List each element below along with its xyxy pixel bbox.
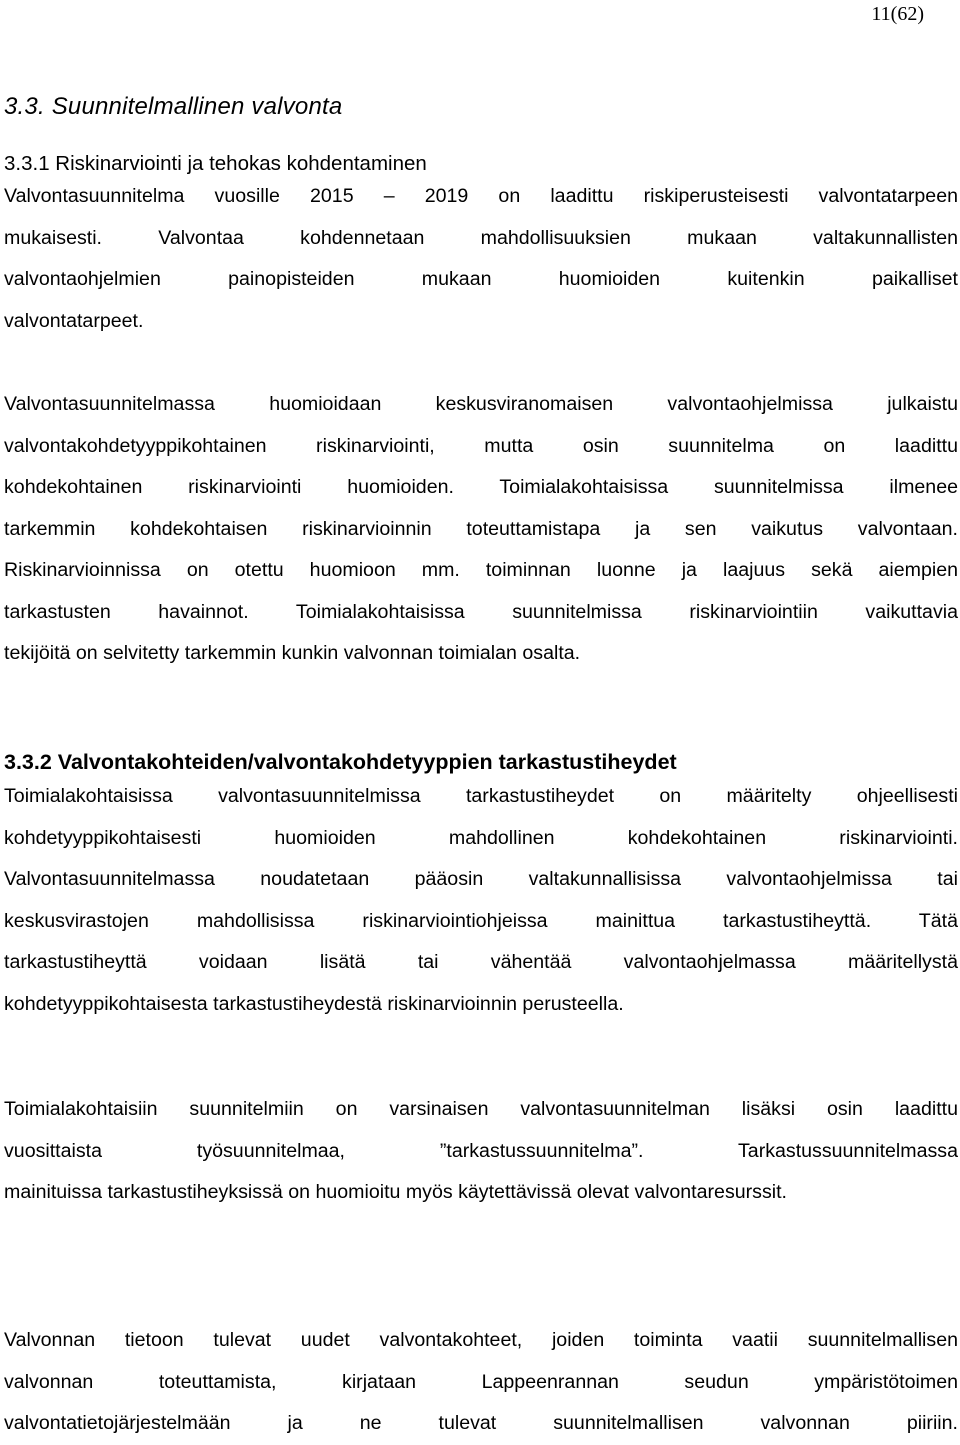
text-line: valvontatarpeet. — [4, 309, 144, 332]
text-line: Toimialakohtaisissa valvontasuunnitelmissa tarkastustiheydet on määritelty ohjeellisesti — [4, 785, 958, 807]
text-line: Valvontasuunnitelmassa noudatetaan pääosin valtakunnallisissa valvontaohjelmissa tai — [4, 868, 958, 890]
text-line: tarkemmin kohdekohtaisen riskinarvioinnin toteuttamistapa ja sen vaikutus valvontaan. — [4, 517, 958, 540]
paragraph-new-targets — [4, 1320, 958, 1445]
paragraph-inspection-frequencies — [4, 776, 958, 1025]
text-line: keskusvirastojen mahdollisissa riskinarviointiohjeissa mainittua tarkastustiheyttä. Tätä — [4, 909, 958, 932]
page-number: 11(62) — [871, 3, 924, 25]
text-line: kohdetyyppikohtaisesta tarkastustiheydestä riskinarvioinnin perusteella. — [4, 992, 624, 1015]
paragraph-plan-basis — [4, 176, 958, 342]
subsection-heading-risk-assessment: 3.3.1 Riskinarviointi ja tehokas kohdentaminen — [4, 152, 427, 175]
text-line: valvontatietojärjestelmään ja ne tulevat suunnitelmallisen valvonnan piiriin. — [4, 1412, 958, 1434]
subsection-heading-inspection-frequencies: 3.3.2 Valvontakohteiden/valvontakohdetyyppien tarkastustiheydet — [4, 750, 677, 774]
paragraph-risk-assessment — [4, 384, 958, 675]
text-line: Valvonnan tietoon tulevat uudet valvontakohteet, joiden toiminta vaatii suunnitelmallisen — [4, 1329, 958, 1351]
text-line: tekijöitä on selvitetty tarkemmin kunkin valvonnan toimialan osalta. — [4, 642, 581, 664]
text-line: vuosittaista työsuunnitelmaa, ”tarkastussuunnitelma”. Tarkastussuunnitelmassa — [4, 1139, 958, 1162]
text-line: mukaisesti. Valvontaa kohdennetaan mahdollisuuksien mukaan valtakunnallisten — [4, 226, 958, 249]
text-line: Riskinarvioinnissa on otettu huomioon mm. toiminnan luonne ja laajuus sekä aiempien — [4, 559, 958, 581]
text-line: tarkastustiheyttä voidaan lisätä tai vähentää valvontaohjelmassa määritellystä — [4, 951, 958, 973]
paragraph-work-plans — [4, 1089, 958, 1214]
text-line: Valvontasuunnitelma vuosille 2015 – 2019 on laadittu riskiperusteisesti valvontatarpeen — [4, 185, 958, 207]
text-line: Valvontasuunnitelmassa huomioidaan keskusviranomaisen valvontaohjelmissa julkaistu — [4, 393, 958, 415]
text-line: Toimialakohtaisiin suunnitelmiin on varsinaisen valvontasuunnitelman lisäksi osin laadittu — [4, 1098, 958, 1120]
section-heading: 3.3. Suunnitelmallinen valvonta — [4, 93, 343, 120]
text-line: tarkastusten havainnot. Toimialakohtaisissa suunnitelmissa riskinarviointiin vaikuttavia — [4, 600, 958, 623]
text-line: kohdekohtainen riskinarviointi huomioiden. Toimialakohtaisissa suunnitelmissa ilmenee — [4, 476, 958, 498]
text-line: kohdetyyppikohtaisesti huomioiden mahdollinen kohdekohtainen riskinarviointi. — [4, 826, 958, 849]
text-line: mainituissa tarkastustiheyksissä on huomioitu myös käytettävissä olevat valvontaresurssit. — [4, 1181, 787, 1203]
text-line: valvonnan toteuttamista, kirjataan Lappeenrannan seudun ympäristötoimen — [4, 1370, 958, 1393]
text-line: valvontakohdetyyppikohtainen riskinarviointi, mutta osin suunnitelma on laadittu — [4, 434, 958, 457]
text-line: valvontaohjelmien painopisteiden mukaan huomioiden kuitenkin paikalliset — [4, 268, 958, 290]
